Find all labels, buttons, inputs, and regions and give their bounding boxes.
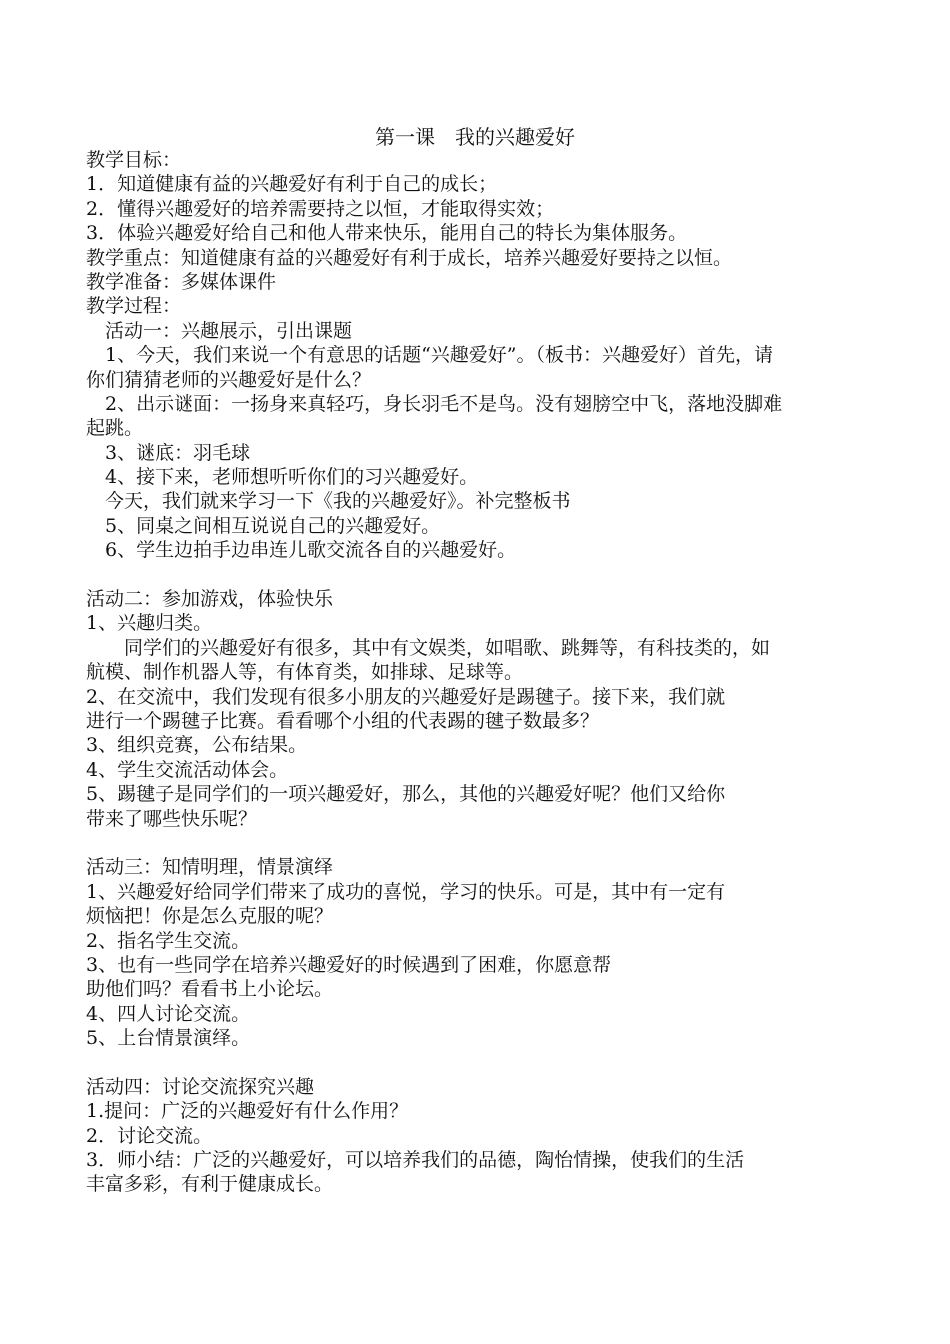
text-line: 2、出示谜面：一扬身来真轻巧，身长羽毛不是鸟。没有翅膀空中飞，落地没脚难 [86, 392, 783, 415]
text-line: 5、踢毽子是同学们的一项兴趣爱好，那么，其他的兴趣爱好呢？他们又给你 [86, 783, 726, 806]
text-line: 2．讨论交流。 [86, 1124, 213, 1147]
text-line: 教学目标： [86, 149, 182, 171]
text-line: 活动三：知情明理，情景演绎 [86, 856, 334, 879]
text-line: 教学准备：多媒体课件 [86, 270, 277, 293]
text-line: 3、组织竞赛，公布结果。 [86, 734, 308, 757]
text-line: 2、指名学生交流。 [86, 929, 251, 952]
text-line: 教学重点：知道健康有益的兴趣爱好有利于成长，培养兴趣爱好要持之以恒。 [86, 246, 733, 269]
text-line: 烦恼把！你是怎么克服的呢？ [86, 905, 334, 928]
text-line: 教学过程： [86, 295, 182, 318]
text-line: 4、接下来，老师想听听你们的习兴趣爱好。 [86, 466, 479, 489]
text-line: 活动二：参加游戏，体验快乐 [86, 588, 334, 611]
lesson-body [86, 148, 876, 1197]
text-line: 助他们吗？看看书上小论坛。 [86, 978, 334, 1001]
text-line: 起跳。 [86, 417, 144, 440]
text-line: 5、上台情景演绎。 [86, 1027, 251, 1050]
blank-line [86, 831, 876, 855]
text-line: 活动一：兴趣展示，引出课题 [86, 319, 353, 342]
text-line: 2、在交流中，我们发现有很多小朋友的兴趣爱好是踢毽子。接下来，我们就 [86, 685, 726, 708]
text-line: 4、四人讨论交流。 [86, 1002, 251, 1025]
text-line: 1、今天，我们来说一个有意思的话题“兴趣爱好”。（板书：兴趣爱好）首先，请 [86, 344, 774, 367]
text-line: 3．体验兴趣爱好给自己和他人带来快乐，能用自己的特长为集体服务。 [86, 222, 688, 245]
text-line: 3、谜底：羽毛球 [86, 441, 251, 464]
text-line: 带来了哪些快乐呢？ [86, 807, 258, 830]
text-line: 进行一个踢毽子比赛。看看哪个小组的代表踢的毽子数最多？ [86, 709, 600, 732]
text-line: 同学们的兴趣爱好有很多，其中有文娱类，如唱歌、跳舞等，有科技类的，如 [86, 636, 771, 659]
text-line: 航模、制作机器人等，有体育类，如排球、足球等。 [86, 661, 524, 684]
text-line: 4、学生交流活动体会。 [86, 758, 289, 781]
text-line: 1、兴趣爱好给同学们带来了成功的喜悦，学习的快乐。可是，其中有一定有 [86, 880, 726, 903]
text-line: 2．懂得兴趣爱好的培养需要持之以恒，才能取得实效； [86, 197, 555, 220]
text-line: 1．知道健康有益的兴趣爱好有利于自己的成长； [86, 173, 498, 196]
text-line: 你们猜猜老师的兴趣爱好是什么？ [86, 368, 372, 391]
text-line: 今天，我们就来学习一下《我的兴趣爱好》。补完整板书 [86, 490, 571, 513]
text-line: 1.提问：广泛的兴趣爱好有什么作用？ [86, 1100, 409, 1123]
text-line: 3、也有一些同学在培养兴趣爱好的时候遇到了困难，你愿意帮 [86, 953, 612, 976]
blank-line [86, 563, 876, 587]
text-line: 丰富多彩，有利于健康成长。 [86, 1173, 334, 1196]
text-line: 1、兴趣归类。 [86, 612, 213, 635]
text-line: 5、同桌之间相互说说自己的兴趣爱好。 [86, 514, 441, 537]
blank-line [86, 1050, 876, 1074]
lesson-title: 第一课 我的兴趣爱好 [375, 125, 575, 149]
text-line: 3．师小结：广泛的兴趣爱好，可以培养我们的品德，陶怡情操，使我们的生活 [86, 1149, 745, 1172]
text-line: 活动四：讨论交流探究兴趣 [86, 1075, 315, 1098]
text-line: 6、学生边拍手边串连儿歌交流各自的兴趣爱好。 [86, 539, 517, 562]
